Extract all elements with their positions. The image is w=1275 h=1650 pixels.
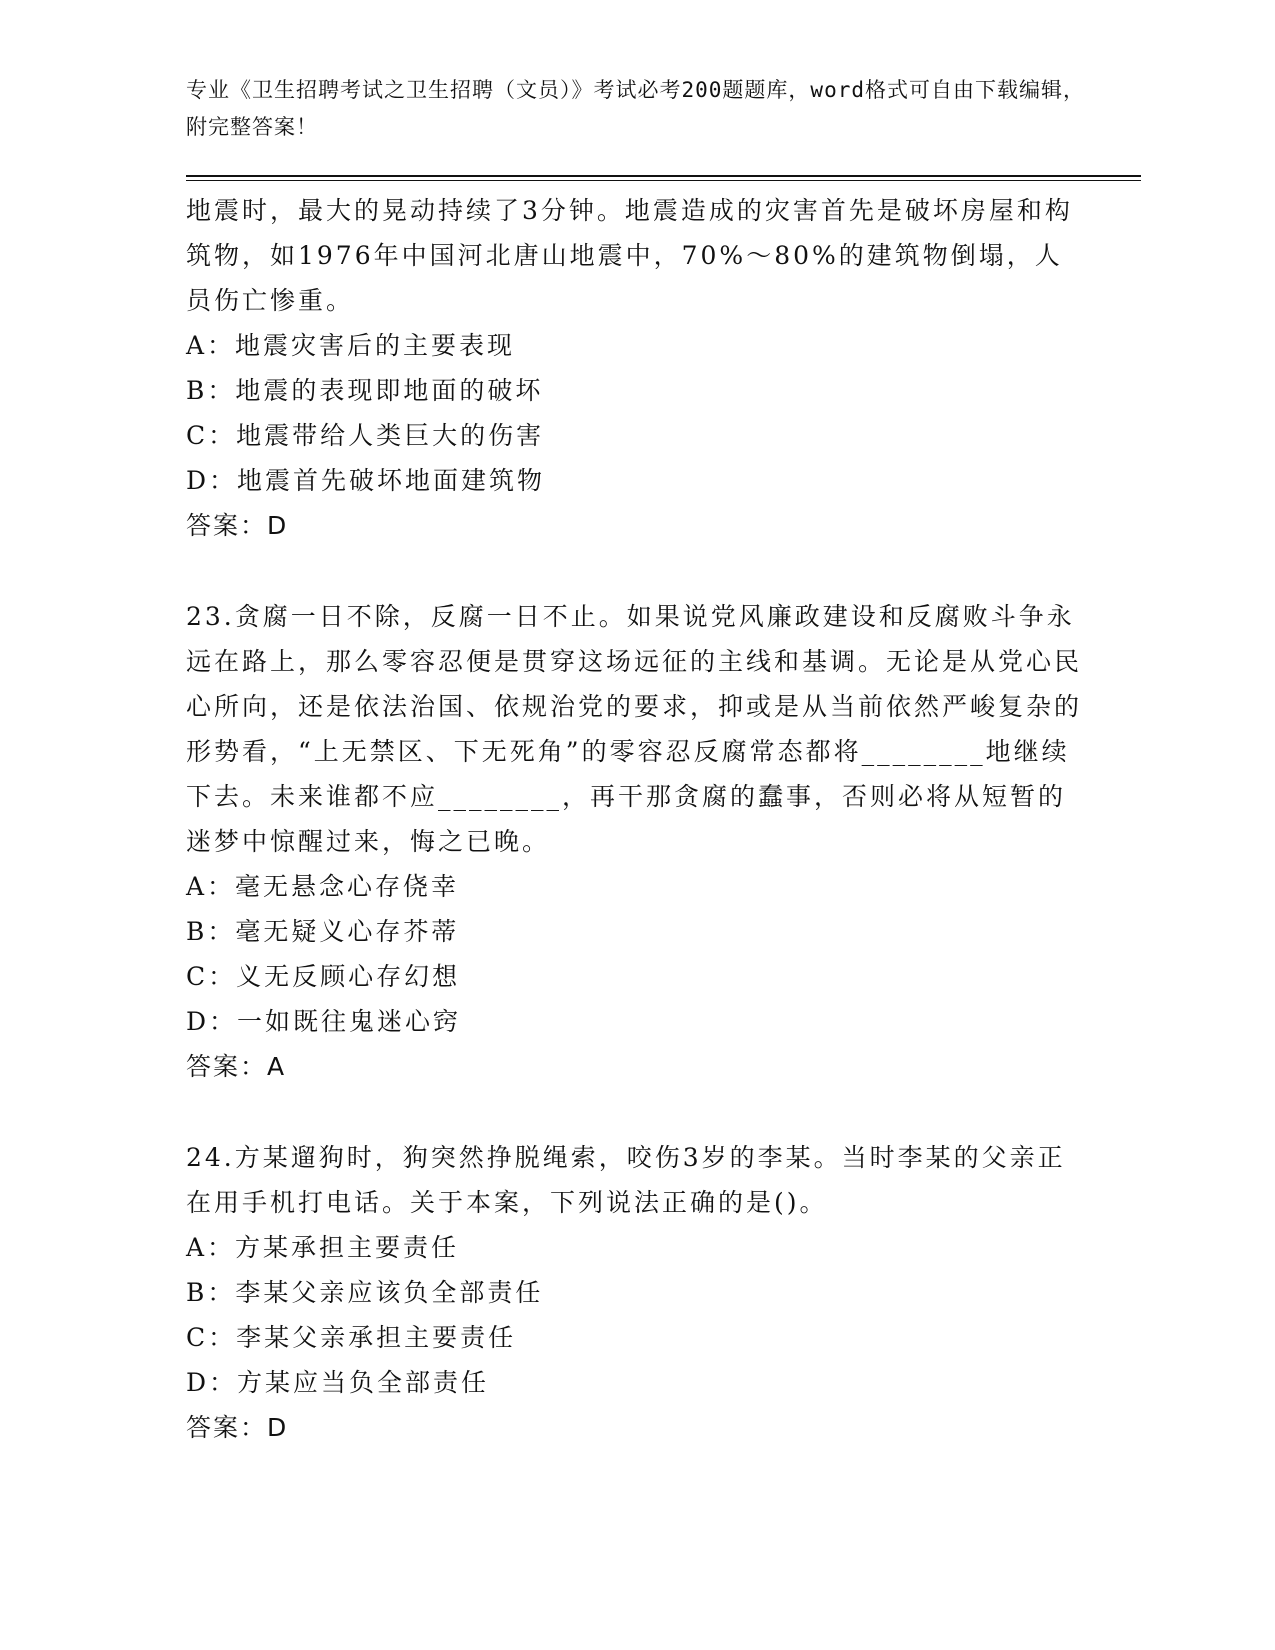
- header-divider: [186, 175, 1141, 181]
- question-24: [186, 1135, 1086, 1450]
- page-header: [186, 72, 1086, 146]
- option-b: B：李某父亲应该负全部责任: [186, 1278, 544, 1307]
- option-c: C：李某父亲承担主要责任: [186, 1323, 517, 1352]
- answer-line: 答案：D: [186, 1413, 289, 1442]
- option-c: C：地震带给人类巨大的伤害: [186, 421, 545, 450]
- option-d: D：方某应当负全部责任: [186, 1368, 490, 1397]
- option-a: A：方某承担主要责任: [186, 1233, 460, 1262]
- option-a: A：毫无悬念心存侥幸: [186, 872, 460, 901]
- question-continued: [186, 188, 1086, 548]
- question-text: 地震时，最大的晃动持续了3分钟。地震造成的灾害首先是破坏房屋和构筑物，如1976年中国河北唐山地震中，70%～80%的建筑物倒塌，人员伤亡惨重。: [186, 196, 1073, 315]
- question-text: 24.方某遛狗时，狗突然挣脱绳索，咬伤3岁的李某。当时李某的父亲正在用手机打电话。关于本案，下列说法正确的是()。: [186, 1143, 1066, 1217]
- option-b: B：地震的表现即地面的破坏: [186, 376, 544, 405]
- option-b: B：毫无疑义心存芥蒂: [186, 917, 460, 946]
- answer-line: 答案：D: [186, 511, 289, 540]
- option-c: C：义无反顾心存幻想: [186, 962, 461, 991]
- option-d: D：地震首先破坏地面建筑物: [186, 466, 546, 495]
- answer-line: 答案：A: [186, 1052, 287, 1081]
- option-d: D：一如既往鬼迷心窍: [186, 1007, 462, 1036]
- header-title: 专业《卫生招聘考试之卫生招聘（文员）》考试必考200题题库，word格式可自由下载编辑，附完整答案！: [186, 78, 1085, 139]
- document-body: [186, 188, 1086, 1450]
- question-23: [186, 594, 1086, 1089]
- option-a: A：地震灾害后的主要表现: [186, 331, 516, 360]
- question-text: 23.贪腐一日不除，反腐一日不止。如果说党风廉政建设和反腐败斗争永远在路上，那么零容忍便是贯穿这场远征的主线和基调。无论是从党心民心所向，还是依法治国、依规治党的要求，抑或是从当前依然严峻复杂的形势看，“上无禁区、下无死角”的零容忍反腐常态都将________地继续下去。未来谁都不应________，再干那贪腐的蠢事，否则必将从短暂的迷梦中惊醒过来，悔之已晚。: [186, 602, 1083, 856]
